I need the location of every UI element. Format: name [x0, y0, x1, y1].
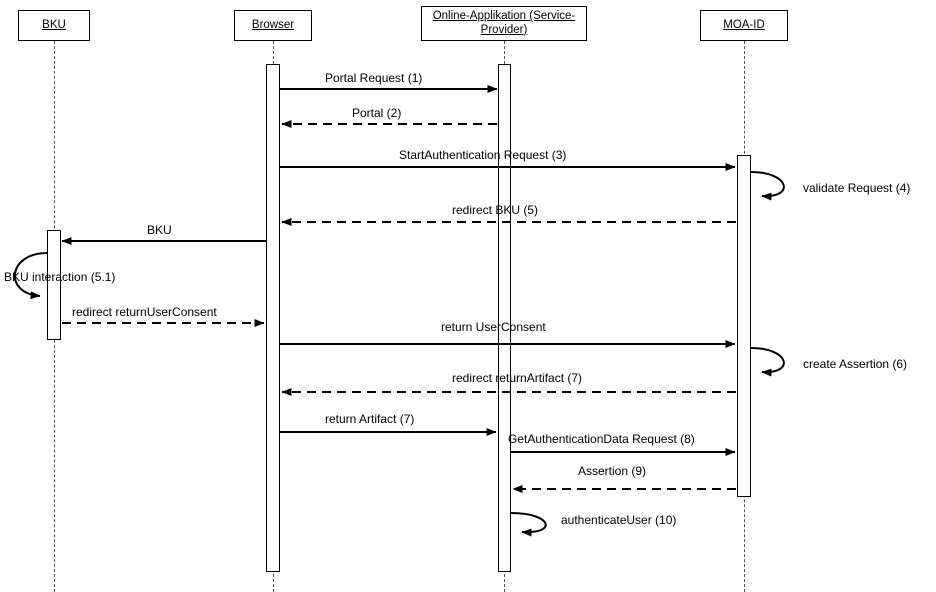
message-label-redirect-returnuserconsent: redirect returnUserConsent	[72, 305, 217, 319]
activation-bku	[47, 230, 61, 340]
participant-moa-id-label: MOA-ID	[723, 18, 765, 31]
participant-browser-label: Browser	[251, 18, 295, 31]
message-label-startauthentication-request: StartAuthentication Request (3)	[399, 148, 567, 162]
participant-online-applikation	[421, 6, 587, 41]
activation-browser	[266, 64, 280, 572]
activation-online-applikation	[498, 64, 511, 572]
message-label-assertion: Assertion (9)	[578, 464, 647, 478]
message-label-getauthenticationdata-request: GetAuthenticationData Request (8)	[508, 432, 695, 446]
message-label-portal-request: Portal Request (1)	[325, 71, 423, 85]
participant-bku-label: BKU	[42, 18, 66, 31]
message-label-portal: Portal (2)	[352, 106, 402, 120]
message-label-bku: BKU	[147, 223, 172, 237]
message-label-return-userconsent: return UserConsent	[441, 320, 546, 334]
participant-moa-id	[700, 10, 788, 41]
message-label-validate-request: validate Request (4)	[803, 181, 911, 195]
participant-online-applikation-label: Online-Applikation (Service-Provider)	[432, 10, 576, 36]
participant-bku	[18, 10, 90, 41]
message-label-bku-interaction: BKU interaction (5.1)	[4, 270, 116, 284]
message-label-return-artifact: return Artifact (7)	[325, 412, 415, 426]
message-label-redirect-bku: redirect BKU (5)	[452, 203, 539, 217]
message-label-redirect-returnartifact: redirect returnArtifact (7)	[452, 371, 583, 385]
participant-browser	[234, 10, 312, 41]
message-label-authenticateuser: authenticateUser (10)	[561, 513, 677, 527]
message-label-create-assertion: create Assertion (6)	[803, 357, 908, 371]
activation-moa-id	[737, 155, 751, 497]
